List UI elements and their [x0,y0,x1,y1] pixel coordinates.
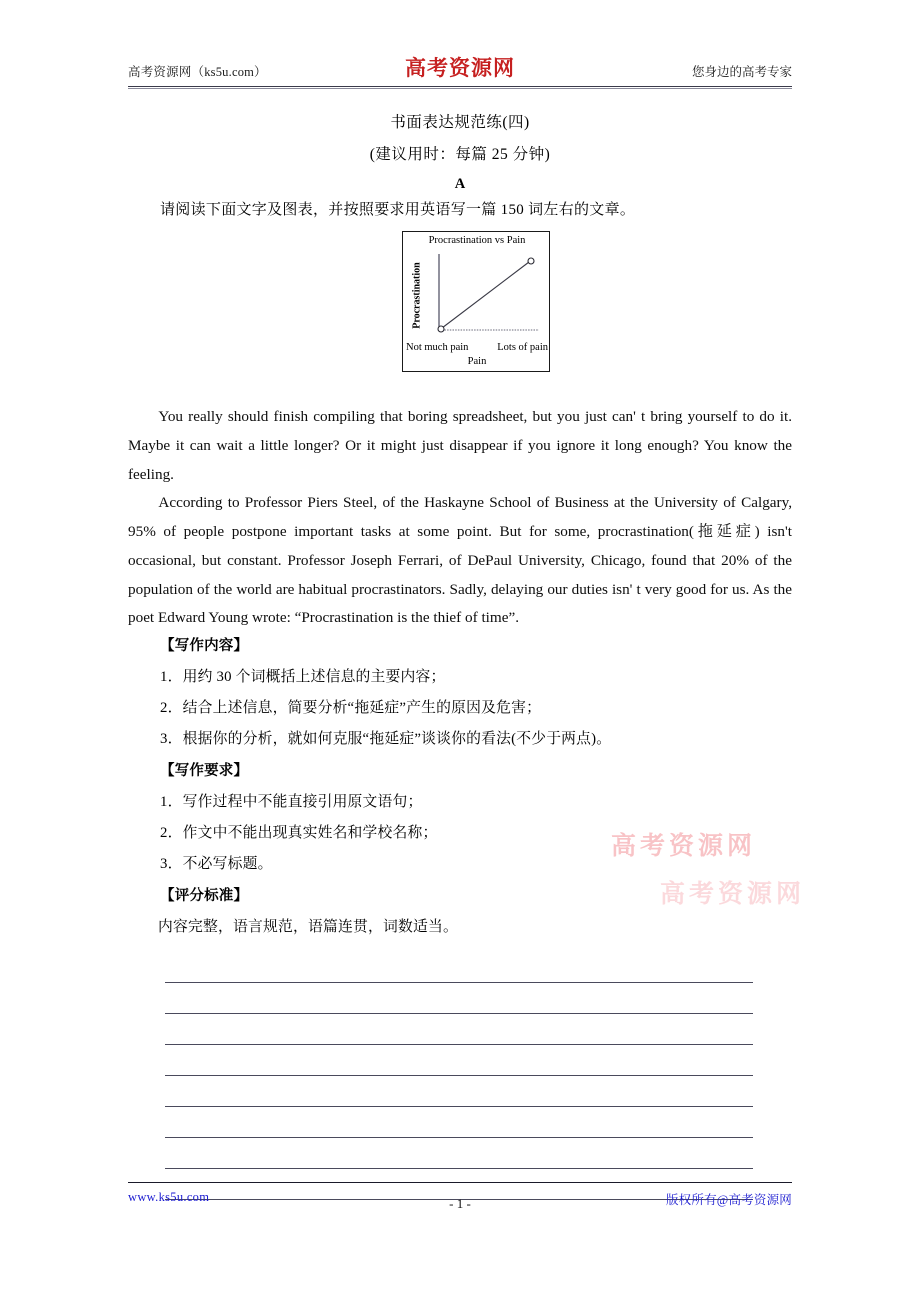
answer-line[interactable] [165,1107,753,1138]
site-logo: 高考资源网 [405,56,515,80]
chart-data-line [442,262,529,328]
chart-title: Procrastination vs Pain [428,235,526,246]
answer-line[interactable] [165,1076,753,1107]
writing-content-item-3: 3．根据你的分析，就如何克服“拖延症”谈谈你的看法(不少于两点)。 [160,731,612,747]
chart-x-axis-label: Pain [467,356,487,367]
answer-lines-area[interactable] [165,952,753,1200]
scoring-criteria-text: 内容完整，语言规范，语篇连贯，词数适当。 [158,919,458,935]
writing-requirements-item-2: 2．作文中不能出现真实姓名和学校名称； [160,825,438,841]
chart-xtick-low: Not much pain [406,342,469,353]
page-number: - 1 - [449,1196,471,1211]
instruction-text: 请阅读下面文字及图表，并按照要求用英语写一篇 150 词左右的文章。 [160,202,636,218]
header-right-slogan: 您身边的高考专家 [691,65,792,79]
chart-x-tick-labels [405,342,549,353]
watermark-top: 高考资源网 [611,831,757,860]
chart-point-low [438,326,444,332]
footer-divider [128,1182,792,1183]
passage-paragraph-1: You really should finish compiling that boring spreadsheet, but you just can' t bring yourself to do it. Maybe it can wait a little longer? Or it might just disappear if you ignore it long enough? You know the feeling. [128,408,792,483]
answer-line[interactable] [165,1045,753,1076]
chart-y-axis-label: Procrastination [411,262,423,329]
chart-plot-area [435,252,543,338]
writing-requirements-item-3: 3．不必写标题。 [160,856,273,872]
answer-line[interactable] [165,952,753,983]
page-title: 书面表达规范练(四) [390,114,530,131]
answer-line[interactable] [165,983,753,1014]
chart-svg [435,252,543,338]
writing-content-heading: 【写作内容】 [160,638,249,654]
footer-site-link[interactable]: www.ks5u.com [128,1190,210,1204]
passage-paragraph-2: According to Professor Piers Steel, of the Haskayne School of Business at the University of Calgary, 95% of people postpone important tasks at some point. But for some, procrastination(拖延症) isn't occasional, but constant. Professor Joseph Ferrari, of DePaul University, Chicago, found that 20% of the population of the world are habitual procrastinators. Sadly, delaying our duties isn' t very good for us. As the poet Edward Young wrote: “Procrastination is the thief of time”. [128,494,792,627]
chart-xtick-high: Lots of pain [497,342,548,353]
page-header [128,54,792,88]
writing-requirements-item-1: 1．写作过程中不能直接引用原文语句； [160,794,423,810]
answer-line[interactable] [165,1138,753,1169]
header-divider [128,86,792,89]
procrastination-chart [402,231,550,372]
scoring-criteria-heading: 【评分标准】 [160,888,249,904]
chart-point-high [528,258,534,264]
watermark-bottom: 高考资源网 [660,879,806,908]
writing-requirements-heading: 【写作要求】 [160,763,249,779]
section-label: A [454,176,466,192]
writing-content-item-2: 2．结合上述信息，简要分析“拖延症”产生的原因及危害； [160,700,542,716]
footer-copyright: 版权所有@高考资源网 [665,1193,792,1207]
answer-line[interactable] [165,1014,753,1045]
page-subtitle: (建议用时：每篇 25 分钟) [369,146,551,163]
header-left-text: 高考资源网（ks5u.com） [128,65,267,79]
writing-content-item-1: 1．用约 30 个词概括上述信息的主要内容； [160,669,446,685]
